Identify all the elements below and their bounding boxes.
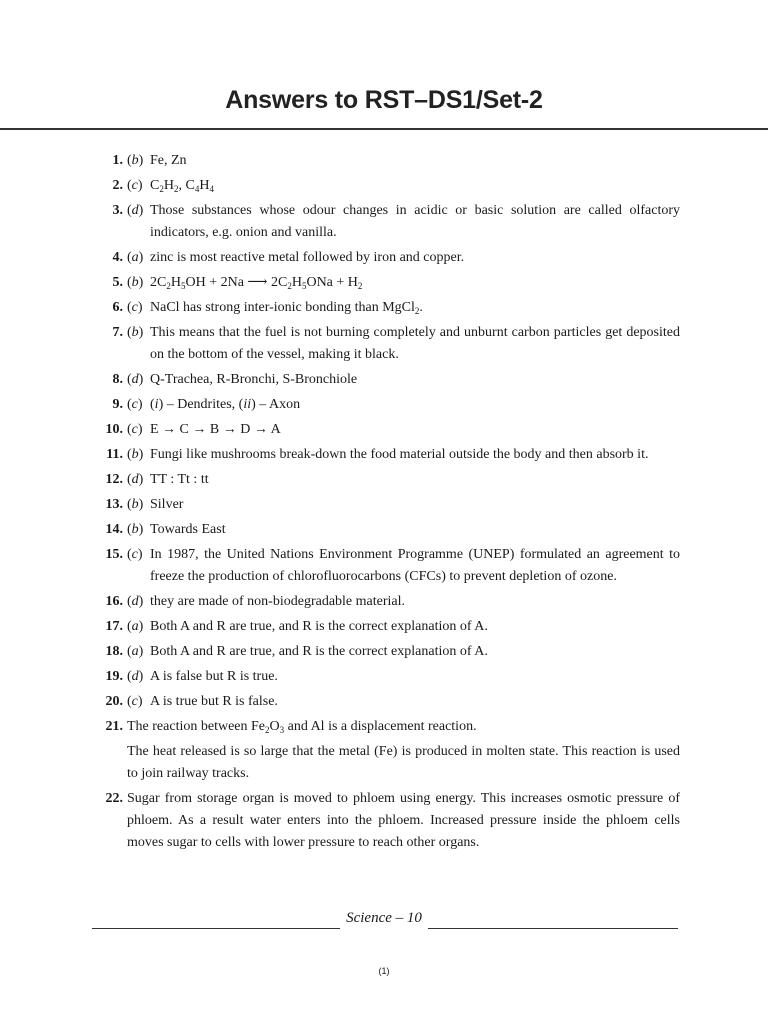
answer-item (90, 544, 680, 588)
answer-option: (d) (127, 372, 144, 387)
answer-number: 19. (105, 669, 123, 684)
answer-option: (c) (127, 694, 143, 709)
answer-item (90, 666, 680, 688)
answer-item (90, 641, 680, 663)
answer-number: 9. (112, 397, 123, 412)
answer-text: Q-Trachea, R-Bronchi, S-Bronchiole (150, 372, 358, 387)
page-title: Answers to RST–DS1/Set-2 (225, 86, 543, 114)
title-rule (0, 128, 768, 130)
answer-text-continued: The heat released is so large that the metal (Fe) is produced in molten state. This reaction is used to join railway tracks. (127, 744, 680, 781)
answer-option: (d) (127, 594, 144, 609)
answer-text: A is true but R is false. (150, 694, 278, 709)
answer-option: (b) (127, 522, 144, 537)
answer-text: Towards East (150, 522, 226, 537)
answer-item (90, 519, 680, 541)
answer-number: 21. (105, 719, 123, 734)
answer-option: (d) (127, 472, 144, 487)
answer-text: Silver (150, 497, 184, 512)
answer-text: TT : Tt : tt (150, 472, 209, 487)
answer-item (90, 788, 680, 854)
answer-text: $C_2H_2$, $C_4H_4$ (150, 178, 214, 194)
answer-item (90, 691, 680, 713)
answer-item (90, 200, 680, 244)
answer-option: (c) (127, 547, 143, 562)
answer-option: (c) (127, 300, 143, 315)
answer-item (90, 616, 680, 638)
answer-number: 8. (112, 372, 123, 387)
answer-number: 22. (105, 791, 123, 806)
answer-option: (b) (127, 447, 144, 462)
answer-text: NaCl has strong inter-ionic bonding than MgCl$_2$. (150, 300, 423, 316)
answer-text: Fungi like mushrooms break-down the food material outside the body and then absorb it. (150, 447, 649, 462)
answer-text: A is false but R is true. (150, 669, 278, 684)
answer-text: Fe, Zn (150, 153, 187, 168)
answer-item (90, 175, 680, 197)
answer-text: $2C_2H_5OH + 2Na$ ⟶ $2C_2H_5ONa + H_2$ (150, 275, 363, 291)
answer-number: 18. (105, 644, 123, 659)
answer-item (90, 272, 680, 294)
answer-number: 7. (112, 325, 123, 340)
answer-option: (b) (127, 153, 144, 168)
answer-option: (b) (127, 275, 144, 290)
answer-number: 12. (105, 472, 123, 487)
answer-number: 11. (106, 447, 123, 462)
answer-text: Those substances whose odour changes in acidic or basic solution are called olfactory indicators, e.g. onion and vanilla. (150, 203, 680, 240)
answer-option: (a) (127, 250, 144, 265)
answer-item (90, 591, 680, 613)
answer-number: 5. (112, 275, 123, 290)
answer-text: (i) – Dendrites, (ii) – Axon (150, 397, 301, 412)
answer-number: 15. (105, 547, 123, 562)
answer-text: zinc is most reactive metal followed by iron and copper. (150, 250, 465, 265)
footer-label: Science – 10 (346, 910, 422, 926)
answer-text: they are made of non-biodegradable material. (150, 594, 405, 609)
answer-number: 13. (105, 497, 123, 512)
answer-text: E → C → B → D → A (150, 422, 281, 437)
answer-option: (c) (127, 422, 143, 437)
footer-rule-left (92, 928, 340, 929)
answer-text: Both A and R are true, and R is the correct explanation of A. (150, 619, 488, 634)
answer-list (90, 150, 680, 857)
answer-option: (a) (127, 619, 144, 634)
answer-item (90, 150, 680, 172)
answer-number: 4. (112, 250, 123, 265)
answer-item (90, 444, 680, 466)
answer-item (90, 394, 680, 416)
answer-text: This means that the fuel is not burning completely and unburnt carbon particles get deposited on the bottom of the vessel, making it black. (150, 325, 680, 362)
answer-option: (c) (127, 397, 143, 412)
answer-option: (d) (127, 669, 144, 684)
page-number: (1) (378, 966, 390, 976)
answer-text: The reaction between $Fe_2O_3$ and Al is a displacement reaction. The heat released is so large that the metal (Fe) is produced in molten state. This reaction is used to join railway tracks. (123, 716, 680, 785)
answer-option: (b) (127, 497, 144, 512)
answer-option: (d) (127, 203, 144, 218)
answer-number: 16. (105, 594, 123, 609)
answer-item (90, 494, 680, 516)
answer-number: 1. (112, 153, 123, 168)
answer-number: 10. (105, 422, 123, 437)
answer-text: In 1987, the United Nations Environment Programme (UNEP) formulated an agreement to freeze the production of chlorofluorocarbons (CFCs) to prevent depletion of ozone. (150, 547, 680, 584)
answer-option: (c) (127, 178, 143, 193)
answer-option: (b) (127, 325, 144, 340)
answer-text: Sugar from storage organ is moved to phloem using energy. This increases osmotic pressure of phloem. As a result water enters into the phloem. Increased pressure inside the phloem cells moves sugar to cells with lower pressure to reach other organs. (127, 791, 680, 850)
answer-item (90, 369, 680, 391)
answer-item (90, 247, 680, 269)
answer-number: 20. (105, 694, 123, 709)
answer-number: 2. (112, 178, 123, 193)
answer-item (90, 419, 680, 441)
answer-number: 6. (112, 300, 123, 315)
answer-text: Both A and R are true, and R is the correct explanation of A. (150, 644, 488, 659)
answer-number: 14. (105, 522, 123, 537)
answer-item (90, 716, 680, 785)
footer-rule-right (428, 928, 678, 929)
answer-item (90, 469, 680, 491)
answer-item (90, 297, 680, 319)
answer-number: 17. (105, 619, 123, 634)
answer-item (90, 322, 680, 366)
answer-number: 3. (112, 203, 123, 218)
answer-option: (a) (127, 644, 144, 659)
